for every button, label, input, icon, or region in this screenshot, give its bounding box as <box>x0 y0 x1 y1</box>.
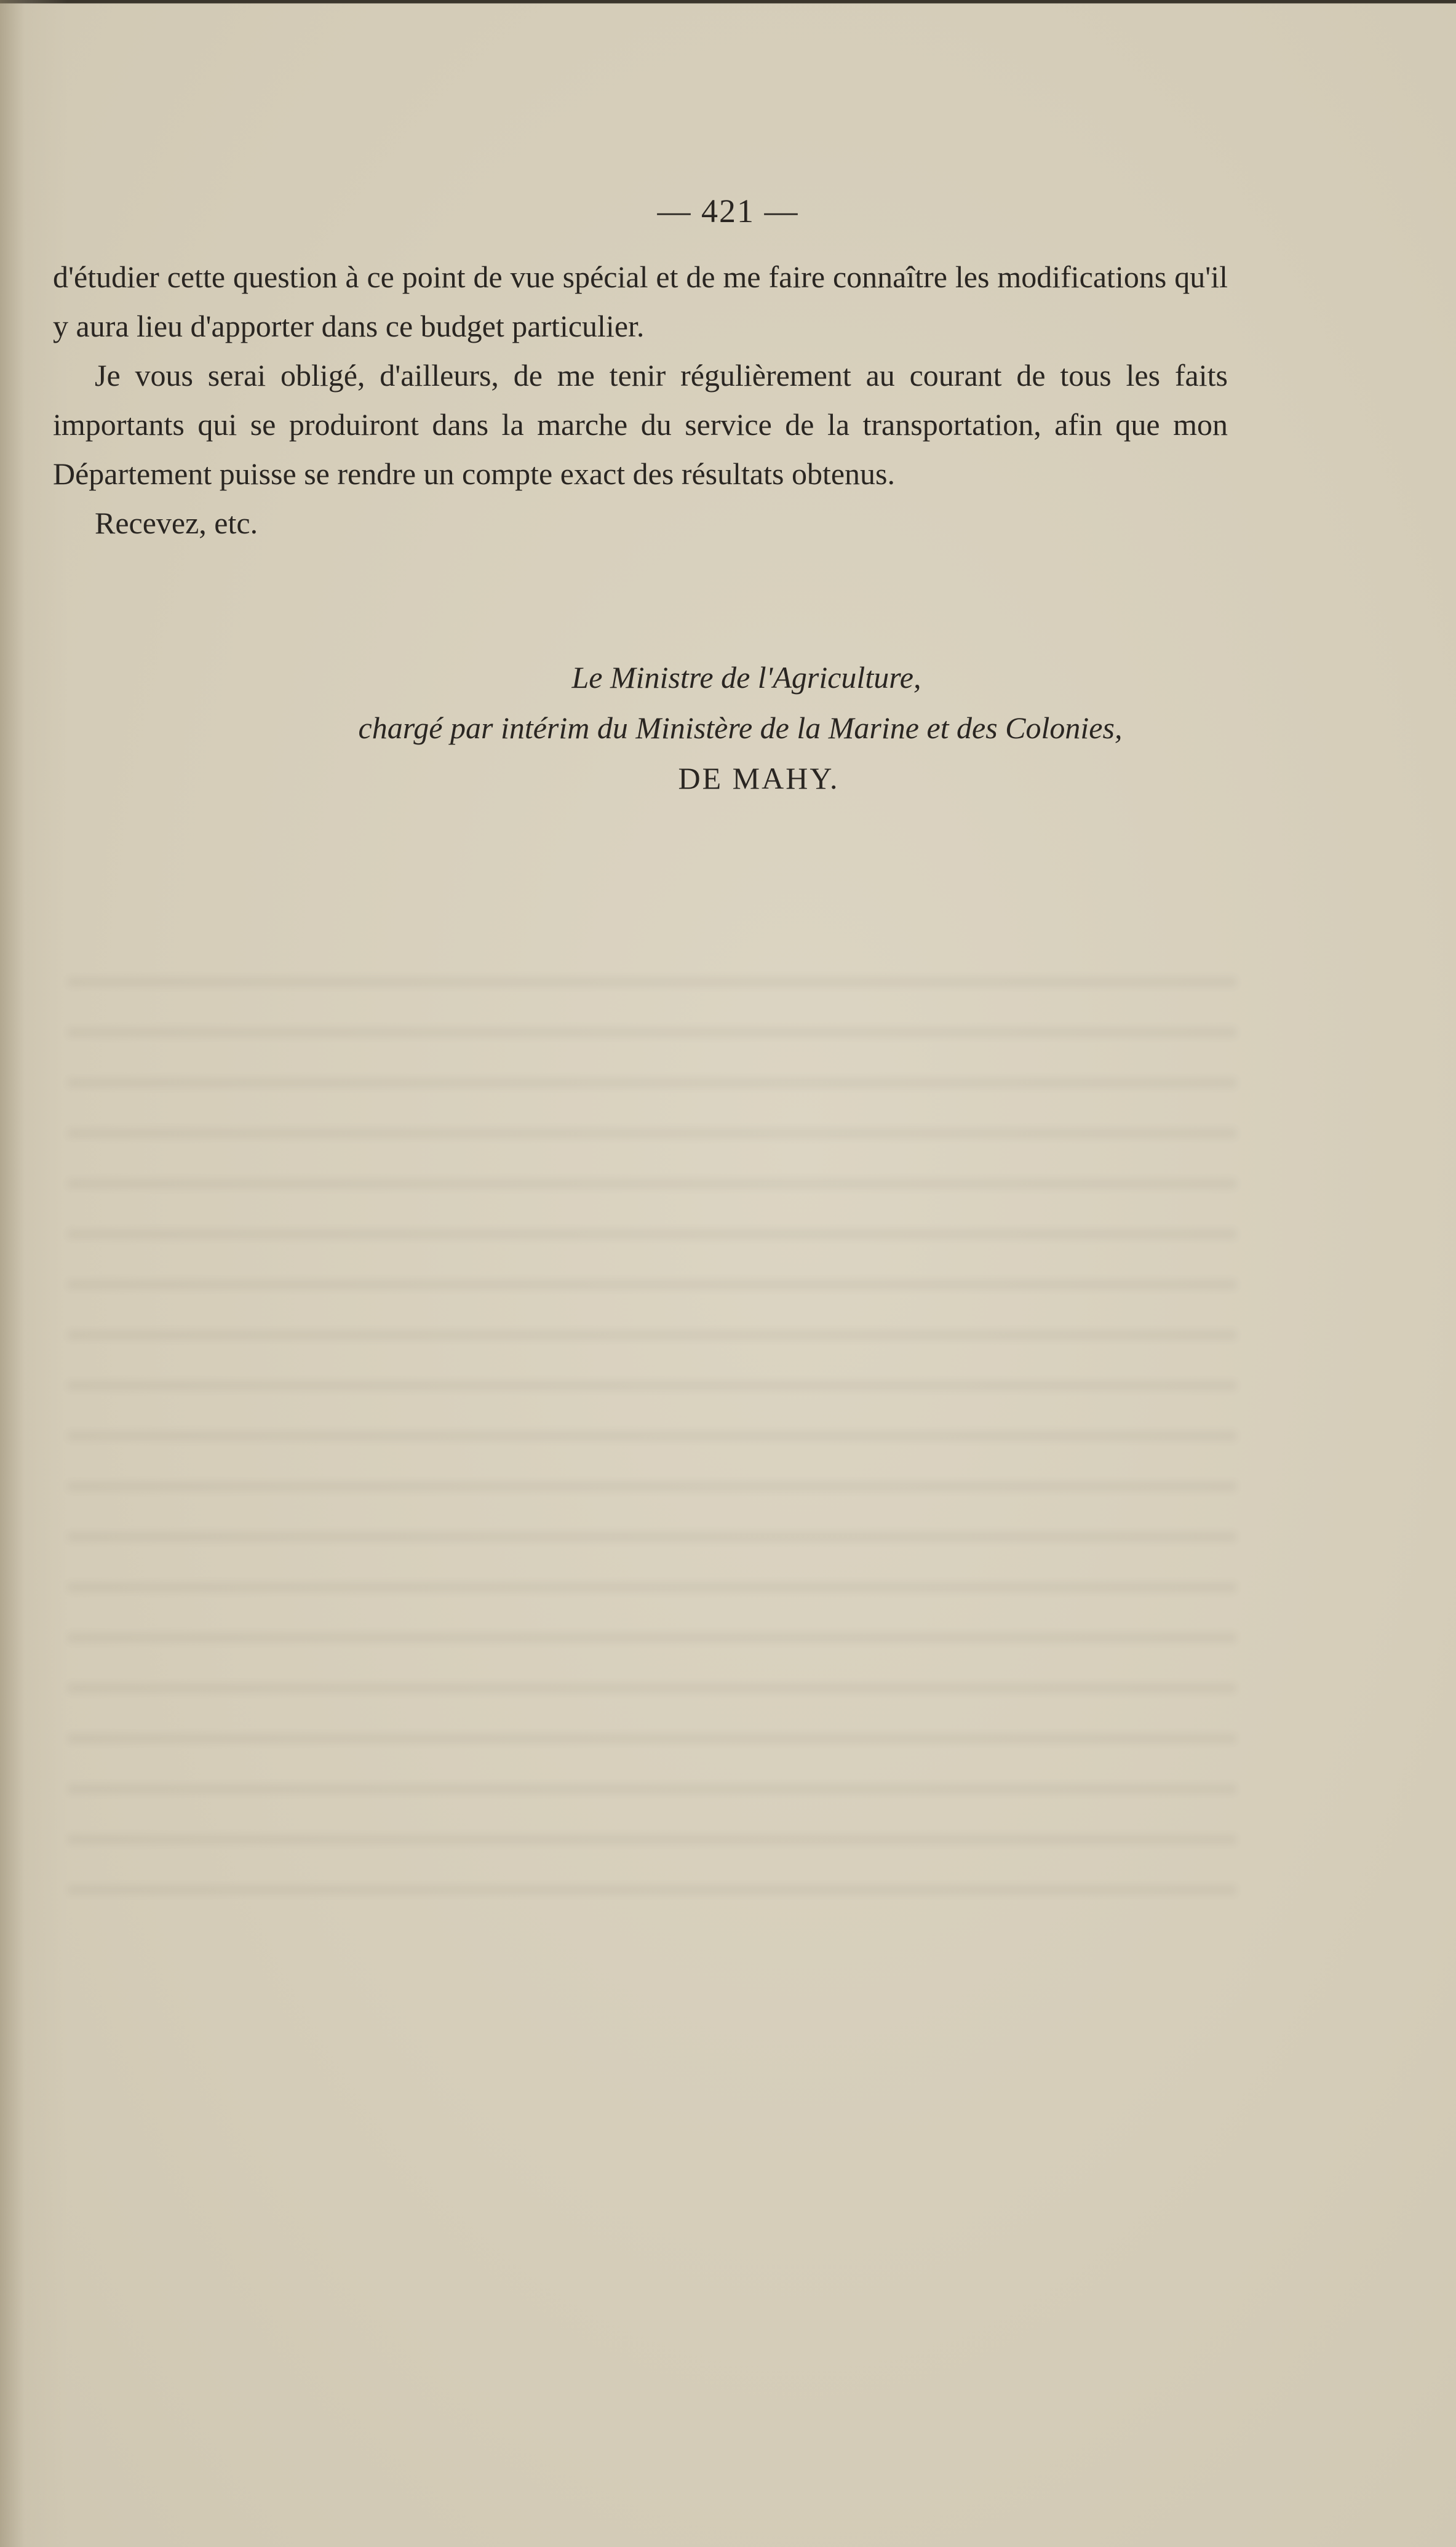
paragraph-request: Je vous serai obligé, d'ailleurs, de me tenir régulièrement au courant de tous les faits importants qui se produiront dans la marche du service de la transportation, afin que mon Département puisse se rendre un compte exact des résultats obtenus. <box>53 358 1228 491</box>
signatory-name: DE MAHY. <box>678 761 840 795</box>
signatory-title: Le Ministre de l'Agriculture, <box>571 660 921 695</box>
signatory-interim-role: chargé par intérim du Ministère de la Marine et des Colonies, <box>358 711 1123 745</box>
letter-body <box>53 252 1228 548</box>
page-number: — 421 — <box>657 193 799 229</box>
show-through-text <box>68 960 1236 1907</box>
paragraph-continuation: d'étudier cette question à ce point de vue spécial et de me faire connaître les modifications qu'il y aura lieu d'apporter dans ce budget particulier. <box>53 260 1228 343</box>
signature-block <box>0 652 1456 803</box>
closing-formula: Recevez, etc. <box>95 506 258 540</box>
